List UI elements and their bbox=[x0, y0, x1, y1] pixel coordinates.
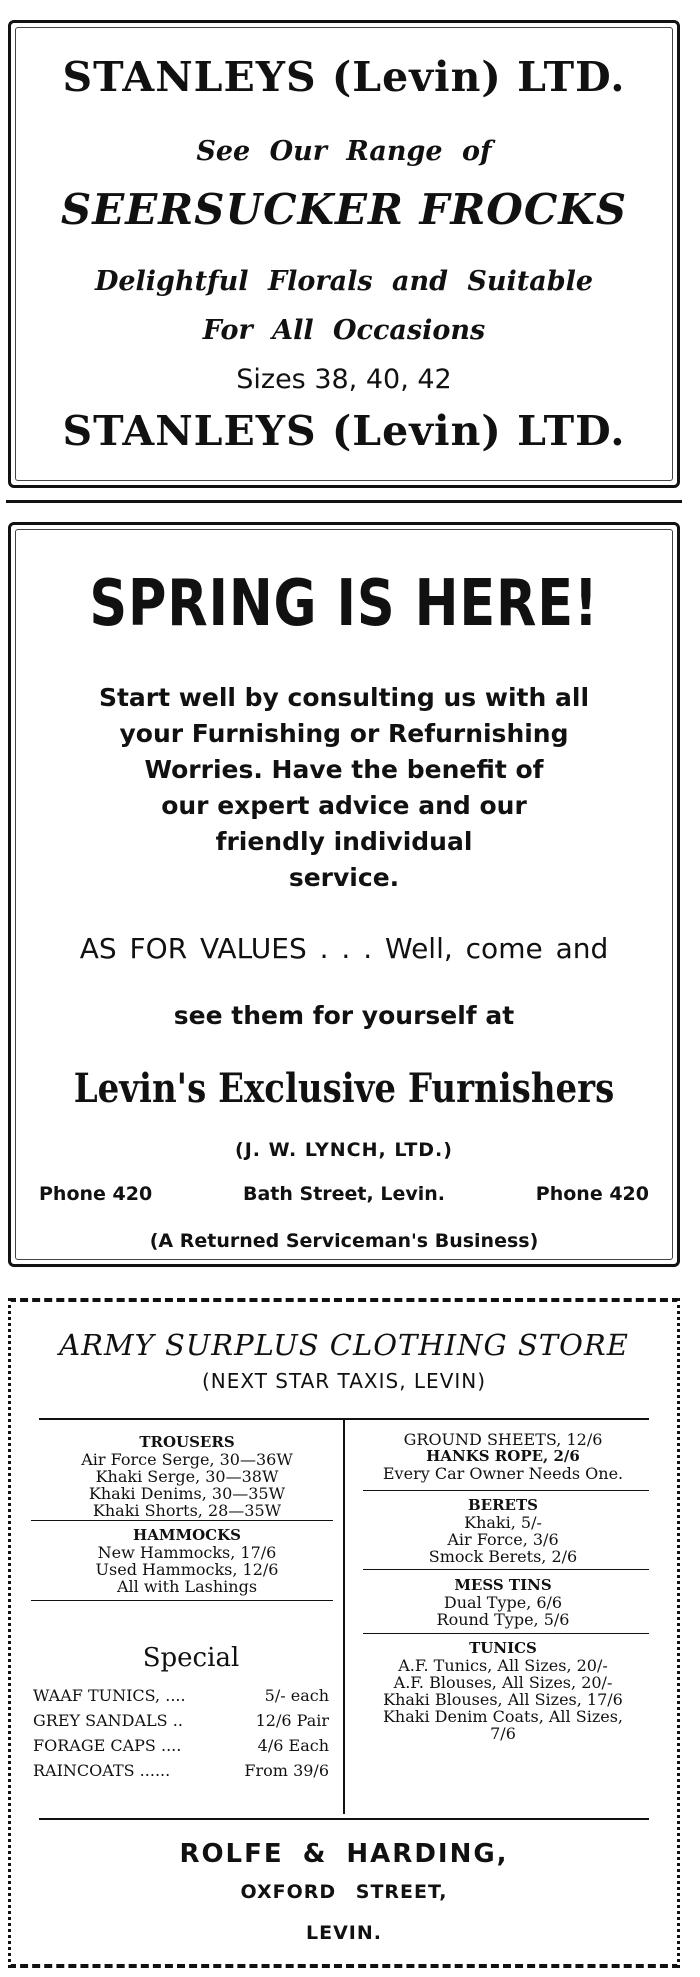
section-rule bbox=[363, 1569, 649, 1570]
item-name: GREY SANDALS .. bbox=[33, 1711, 183, 1730]
item-price: 4/6 Each bbox=[257, 1736, 329, 1755]
list-item: HANKS ROPE, 2/6 bbox=[426, 1447, 580, 1465]
list-item: Every Car Owner Needs One. bbox=[382, 1464, 624, 1483]
special-heading: Special bbox=[142, 1643, 240, 1673]
stanleys-advert bbox=[8, 20, 680, 488]
item-name: WAAF TUNICS, .... bbox=[33, 1686, 186, 1705]
section-rule bbox=[39, 1818, 649, 1820]
body-line: your Furnishing or Refurnishing bbox=[119, 719, 569, 748]
list-item: A.F. Blouses, All Sizes, 20/- bbox=[393, 1673, 613, 1692]
stanleys-heading: STANLEYS (Levin) LTD. bbox=[62, 53, 626, 101]
list-item: Khaki, 5/- bbox=[464, 1513, 542, 1532]
address: Bath Street, Levin. bbox=[243, 1183, 445, 1205]
seersucker-headline: SEERSUCKER FROCKS bbox=[60, 185, 628, 234]
section-rule bbox=[31, 1600, 333, 1601]
item-name: RAINCOATS ...... bbox=[33, 1761, 171, 1780]
street-line: OXFORD STREET, bbox=[240, 1881, 448, 1903]
trousers-section bbox=[31, 1434, 343, 1519]
list-item: Air Force Serge, 30—36W bbox=[81, 1450, 293, 1469]
owner-name: (J. W. LYNCH, LTD.) bbox=[235, 1139, 453, 1161]
item-price: From 39/6 bbox=[244, 1761, 329, 1780]
body-line: service. bbox=[288, 863, 400, 892]
berets-heading: BERETS bbox=[467, 1496, 538, 1514]
special-item bbox=[33, 1683, 329, 1708]
body-line: friendly individual bbox=[215, 827, 473, 856]
sizes-line: Sizes 38, 40, 42 bbox=[236, 364, 452, 395]
list-item: A.F. Tunics, All Sizes, 20/- bbox=[398, 1656, 608, 1675]
occasions-line: For All Occasions bbox=[202, 315, 486, 346]
list-item: Khaki Denims, 30—35W bbox=[88, 1484, 286, 1503]
list-item: 7/6 bbox=[490, 1724, 516, 1743]
tunics-heading: TUNICS bbox=[469, 1639, 537, 1657]
list-item: Khaki Blouses, All Sizes, 17/6 bbox=[383, 1690, 623, 1709]
special-item bbox=[33, 1758, 329, 1783]
trousers-heading: TROUSERS bbox=[139, 1433, 235, 1451]
furnishers-advert bbox=[8, 522, 680, 1267]
contact-row bbox=[39, 1183, 649, 1205]
mess-tins-heading: MESS TINS bbox=[454, 1576, 552, 1594]
item-name: FORAGE CAPS .... bbox=[33, 1736, 182, 1755]
florals-line: Delightful Florals and Suitable bbox=[94, 266, 594, 297]
store-location: (NEXT STAR TAXIS, LEVIN) bbox=[201, 1369, 487, 1393]
berets-section bbox=[353, 1497, 653, 1565]
mess-tins-section bbox=[353, 1577, 653, 1628]
hammocks-heading: HAMMOCKS bbox=[133, 1526, 241, 1544]
spring-headline: SPRING IS HERE! bbox=[89, 567, 599, 641]
divider-rule bbox=[6, 500, 682, 503]
values-line: AS FOR VALUES . . . Well, come and bbox=[79, 932, 609, 965]
list-item: Khaki Shorts, 28—35W bbox=[92, 1501, 282, 1520]
body-line: our expert advice and our bbox=[161, 791, 527, 820]
list-item: Dual Type, 6/6 bbox=[443, 1593, 563, 1612]
tunics-section bbox=[353, 1640, 653, 1742]
business-name: Levin's Exclusive Furnishers bbox=[73, 1065, 615, 1112]
body-line: Worries. Have the benefit of bbox=[144, 755, 544, 784]
phone-right: Phone 420 bbox=[535, 1183, 649, 1205]
firm-name: ROLFE & HARDING, bbox=[179, 1839, 509, 1869]
special-item bbox=[33, 1708, 329, 1733]
list-item: Round Type, 5/6 bbox=[436, 1610, 570, 1629]
list-item: Smock Berets, 2/6 bbox=[428, 1547, 578, 1566]
body-line: Start well by consulting us with all bbox=[98, 683, 590, 712]
stanleys-footer: STANLEYS (Levin) LTD. bbox=[62, 407, 626, 455]
item-price: 12/6 Pair bbox=[255, 1711, 329, 1730]
column-divider bbox=[343, 1418, 345, 1814]
list-item: GROUND SHEETS, 12/6 bbox=[403, 1430, 603, 1449]
ground-sheets-section bbox=[353, 1431, 653, 1482]
see-range-line: See Our Range of bbox=[196, 136, 492, 167]
returned-serviceman-line: (A Returned Serviceman's Business) bbox=[149, 1230, 539, 1252]
hammocks-section bbox=[31, 1527, 343, 1595]
list-item: Air Force, 3/6 bbox=[447, 1530, 559, 1549]
special-item bbox=[33, 1733, 329, 1758]
special-list bbox=[33, 1683, 329, 1783]
section-rule bbox=[363, 1633, 649, 1634]
list-item: Used Hammocks, 12/6 bbox=[95, 1560, 279, 1579]
army-surplus-advert bbox=[8, 1298, 680, 1968]
list-item: Khaki Denim Coats, All Sizes, bbox=[382, 1707, 624, 1726]
store-name: ARMY SURPLUS CLOTHING STORE bbox=[59, 1328, 629, 1362]
furnishing-body bbox=[11, 680, 677, 896]
item-price: 5/- each bbox=[264, 1686, 329, 1705]
list-item: All with Lashings bbox=[116, 1577, 258, 1596]
see-line: see them for yourself at bbox=[173, 1001, 515, 1030]
list-item: Khaki Serge, 30—38W bbox=[95, 1467, 279, 1486]
phone-left: Phone 420 bbox=[39, 1183, 153, 1205]
section-rule bbox=[31, 1520, 333, 1521]
section-rule bbox=[363, 1490, 649, 1491]
town-line: LEVIN. bbox=[306, 1922, 382, 1944]
list-item: New Hammocks, 17/6 bbox=[97, 1543, 277, 1562]
